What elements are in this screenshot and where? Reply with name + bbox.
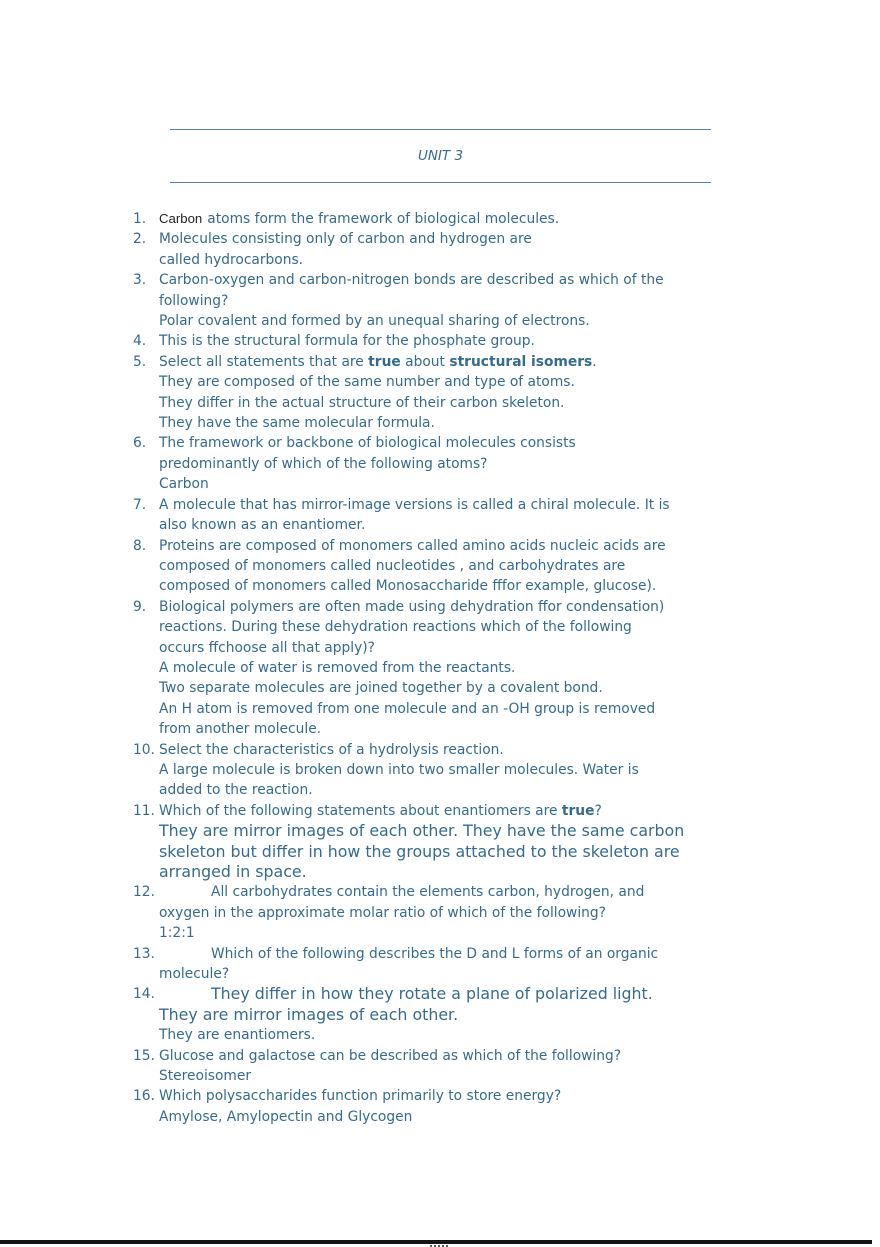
text-line [159, 760, 880, 780]
list-item [133, 984, 880, 1045]
text-run: Glucose and galactose can be described as which of the following? [159, 1047, 622, 1064]
text-run: They differ in how they rotate a plane of polarized light. [211, 984, 653, 1004]
text-line [159, 944, 880, 964]
text-run: The framework or backbone of biological molecules consists [159, 435, 576, 452]
item-number: 11. [133, 802, 155, 819]
text-line [159, 495, 880, 515]
text-run: They are enantiomers. [159, 1027, 316, 1044]
text-line [159, 1025, 880, 1045]
text-line [159, 291, 880, 311]
bold-text-run: true [368, 353, 401, 370]
item-content [159, 229, 880, 270]
list-item [133, 229, 880, 270]
text-run: molecule? [159, 966, 230, 983]
item-number: 8. [133, 537, 147, 554]
text-run: Which polysaccharides function primarily to store energy? [159, 1088, 562, 1105]
text-run: composed of monomers called Monosaccharide fffor example, glucose). [159, 578, 657, 595]
text-run: A molecule of water is removed from the reactants. [159, 659, 516, 676]
page-bottom-border [0, 1240, 872, 1244]
text-run: ? [594, 802, 602, 819]
text-run: 1:2:1 [159, 925, 195, 942]
text-run: Molecules consisting only of carbon and hydrogen are [159, 231, 532, 248]
section-header [170, 129, 711, 183]
text-line [159, 393, 880, 413]
item-number: 16. [133, 1088, 155, 1105]
text-run: Proteins are composed of monomers called amino acids nucleic acids are [159, 537, 666, 554]
item-number: 2. [133, 231, 147, 248]
item-number: 10. [133, 741, 155, 758]
text-line [159, 780, 880, 800]
item-content [159, 536, 880, 597]
text-run: Select the characteristics of a hydrolysis reaction. [159, 741, 504, 758]
list-item [133, 801, 880, 883]
list-item [133, 1046, 880, 1087]
text-run: Stereoisomer [159, 1068, 252, 1085]
text-line [159, 638, 880, 658]
text-run: oxygen in the approximate molar ratio of which of the following? [159, 904, 606, 921]
text-line [159, 984, 880, 1004]
text-line [159, 658, 880, 678]
text-line [159, 923, 880, 943]
text-run: Amylose, Amylopectin and Glycogen [159, 1108, 413, 1125]
text-line [159, 882, 880, 902]
text-run: Polar covalent and formed by an unequal sharing of electrons. [159, 313, 590, 330]
text-line [159, 862, 880, 882]
list-item [133, 433, 880, 494]
text-line [159, 556, 880, 576]
item-content [159, 331, 880, 351]
text-line [159, 964, 880, 984]
text-line [159, 821, 880, 841]
bold-text-run: structural isomers [449, 353, 593, 370]
item-content [159, 801, 880, 883]
text-line [159, 597, 880, 617]
text-run: atoms form the framework of biological molecules. [207, 211, 560, 227]
text-run: Carbon-oxygen and carbon-nitrogen bonds are described as which of the [159, 272, 664, 289]
list-item [133, 882, 880, 943]
text-line [159, 903, 880, 923]
text-run: following? [159, 292, 229, 309]
text-line [159, 699, 880, 719]
item-number: 5. [133, 353, 147, 370]
text-line [159, 229, 880, 249]
item-number: 1. [133, 211, 147, 227]
text-run: They have the same molecular formula. [159, 415, 435, 432]
list-item [133, 740, 880, 801]
item-number: 12. [133, 884, 155, 901]
text-run: predominantly of which of the following atoms? [159, 455, 488, 472]
item-content [159, 984, 880, 1045]
text-run: occurs ffchoose all that apply)? [159, 639, 375, 656]
text-run: A molecule that has mirror-image versions is called a chiral molecule. It is [159, 496, 670, 513]
item-number: 9. [133, 598, 147, 615]
text-run: . [592, 353, 597, 370]
text-run: They are mirror images of each other. They have the same carbon [159, 821, 685, 841]
alt-font-text-run: Carbon [159, 211, 203, 226]
list-item [133, 495, 880, 536]
item-content [159, 740, 880, 801]
text-run: Carbon [159, 476, 209, 493]
text-run: called hydrocarbons. [159, 251, 304, 268]
item-content [159, 944, 880, 985]
text-run: composed of monomers called nucleotides , and carbohydrates are [159, 557, 626, 574]
bold-text-run: true [561, 802, 595, 819]
list-item [133, 597, 880, 740]
text-line [159, 433, 880, 453]
text-line [159, 617, 880, 637]
text-run: A large molecule is broken down into two smaller molecules. Water is [159, 761, 639, 778]
text-line [159, 801, 880, 821]
item-content [159, 433, 880, 494]
item-content [159, 597, 880, 740]
text-run: They are composed of the same number and type of atoms. [159, 374, 575, 391]
item-content [159, 1086, 880, 1127]
text-run: reactions. During these dehydration reactions which of the following [159, 619, 632, 636]
text-run: arranged in space. [159, 862, 307, 881]
text-run: This is the structural formula for the phosphate group. [159, 333, 535, 350]
text-run: Which of the following statements about enantiomers are [159, 802, 562, 819]
item-number: 15. [133, 1047, 155, 1064]
item-content [159, 352, 880, 434]
list-item [133, 536, 880, 597]
text-run: They differ in the actual structure of their carbon skeleton. [159, 394, 565, 411]
text-line [159, 1086, 880, 1106]
text-run: from another molecule. [159, 721, 322, 738]
item-number: 4. [133, 333, 147, 350]
text-run: skeleton but differ in how the groups attached to the skeleton are [159, 841, 680, 861]
item-number: 7. [133, 496, 147, 513]
text-line [159, 576, 880, 596]
text-run: An H atom is removed from one molecule and an -OH group is removed [159, 700, 656, 717]
text-line [159, 209, 880, 229]
question-list [133, 209, 880, 1127]
text-line [159, 842, 880, 862]
text-line [159, 454, 880, 474]
text-run: They are mirror images of each other. [159, 1004, 459, 1024]
text-line [159, 352, 880, 372]
item-number: 6. [133, 435, 147, 452]
text-line [159, 1046, 880, 1066]
text-line [159, 719, 880, 739]
text-line [159, 331, 880, 351]
text-run: Which of the following describes the D and L forms of an organic [211, 945, 659, 962]
text-line [159, 372, 880, 392]
item-number: 3. [133, 272, 147, 289]
item-content [159, 882, 880, 943]
text-run: All carbohydrates contain the elements carbon, hydrogen, and [211, 884, 645, 901]
text-run: about [400, 353, 450, 370]
text-line [159, 1066, 880, 1086]
text-line [159, 270, 880, 290]
text-run: Biological polymers are often made using dehydration ffor condensation) [159, 598, 665, 615]
text-line [159, 413, 880, 433]
list-item [133, 1086, 880, 1127]
item-content [159, 1046, 880, 1087]
text-run: Select all statements that are [159, 353, 369, 370]
item-number: 13. [133, 945, 155, 962]
item-number: 14. [133, 986, 155, 1003]
list-item [133, 944, 880, 985]
list-item [133, 209, 880, 229]
text-line [159, 250, 880, 270]
text-line [159, 1107, 880, 1127]
unit-title: UNIT 3 [417, 148, 464, 164]
item-content [159, 270, 880, 331]
list-item [133, 270, 880, 331]
text-line [159, 678, 880, 698]
text-line [159, 474, 880, 494]
text-line [159, 1005, 880, 1025]
text-run: added to the reaction. [159, 782, 313, 799]
text-line [159, 311, 880, 331]
list-item [133, 352, 880, 434]
text-line [159, 740, 880, 760]
text-run: also known as an enantiomer. [159, 517, 366, 534]
item-content [159, 209, 880, 229]
text-line [159, 536, 880, 556]
text-line [159, 515, 880, 535]
text-run: Two separate molecules are joined together by a covalent bond. [159, 680, 603, 697]
item-content [159, 495, 880, 536]
list-item [133, 331, 880, 351]
